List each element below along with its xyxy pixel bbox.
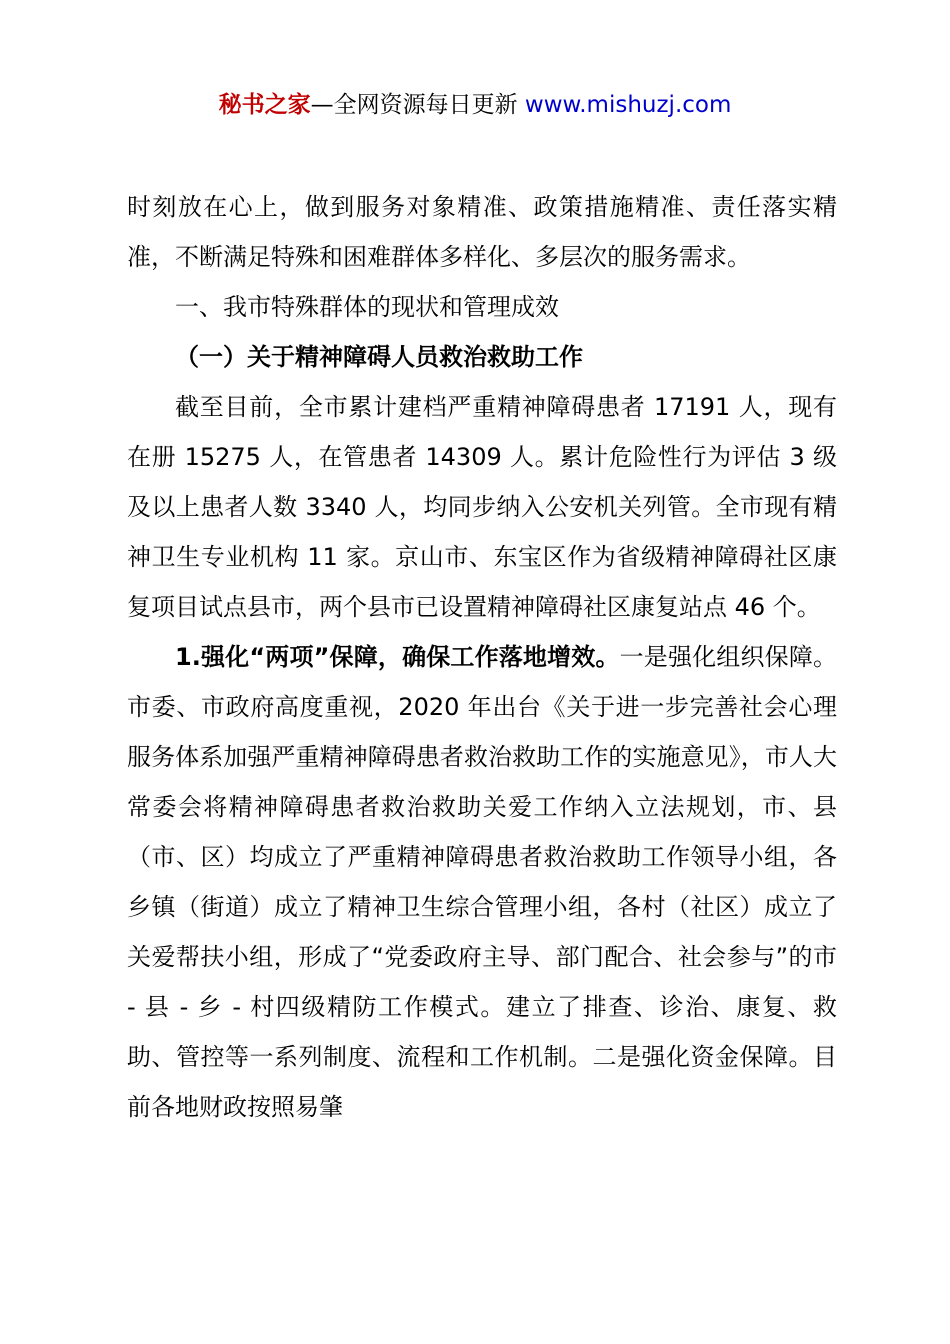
- site-slogan: —全网资源每日更新: [310, 92, 525, 118]
- page-header: [0, 88, 950, 122]
- paragraph-measures-text: 一是强化组织保障。市委、市政府高度重视，2020 年出台《关于进一步完善社会心理服务体系加强严重精神障碍患者救治救助工作的实施意见》，市人大常委会将精神障碍患者救治救助关爱工作纳入立法规划，市、县（市、区）均成立了严重精神障碍患者救治救助工作领导小组，各乡镇（街道）成立了精神卫生综合管理小组，各村（社区）成立了关爱帮扶小组，形成了“党委政府主导、部门配合、社会参与”的市 - 县 - 乡 - 村四级精防工作模式。建立了排查、诊治、康复、救助、管控等一系列制度、流程和工作机制。二是强化资金保障。目前各地财政按照易肇: [127, 643, 837, 1121]
- paragraph-statistics: 截至目前，全市累计建档严重精神障碍患者 17191 人，现有在册 15275 人，在管患者 14309 人。累计危险性行为评估 3 级及以上患者人数 3340 人，均同步纳入公安机关列管。全市现有精神卫生专业机构 11 家。京山市、东宝区作为省级精神障碍社区康复项目试点县市，两个县市已设置精神障碍社区康复站点 46 个。: [127, 393, 837, 621]
- paragraph-continued: 时刻放在心上，做到服务对象精准、政策措施精准、责任落实精准，不断满足特殊和困难群体多样化、多层次的服务需求。: [127, 193, 837, 271]
- paragraph-measures: [127, 632, 837, 1132]
- section-heading: 一、我市特殊群体的现状和管理成效: [175, 293, 559, 321]
- document-body: [127, 182, 837, 1132]
- site-url-link[interactable]: www.mishuzj.com: [524, 92, 732, 118]
- site-name: 秘书之家: [218, 92, 311, 118]
- subsection-heading: （一）关于精神障碍人员救治救助工作: [175, 343, 583, 371]
- paragraph-lead-title: 1.强化“两项”保障，确保工作落地增效。: [175, 643, 620, 671]
